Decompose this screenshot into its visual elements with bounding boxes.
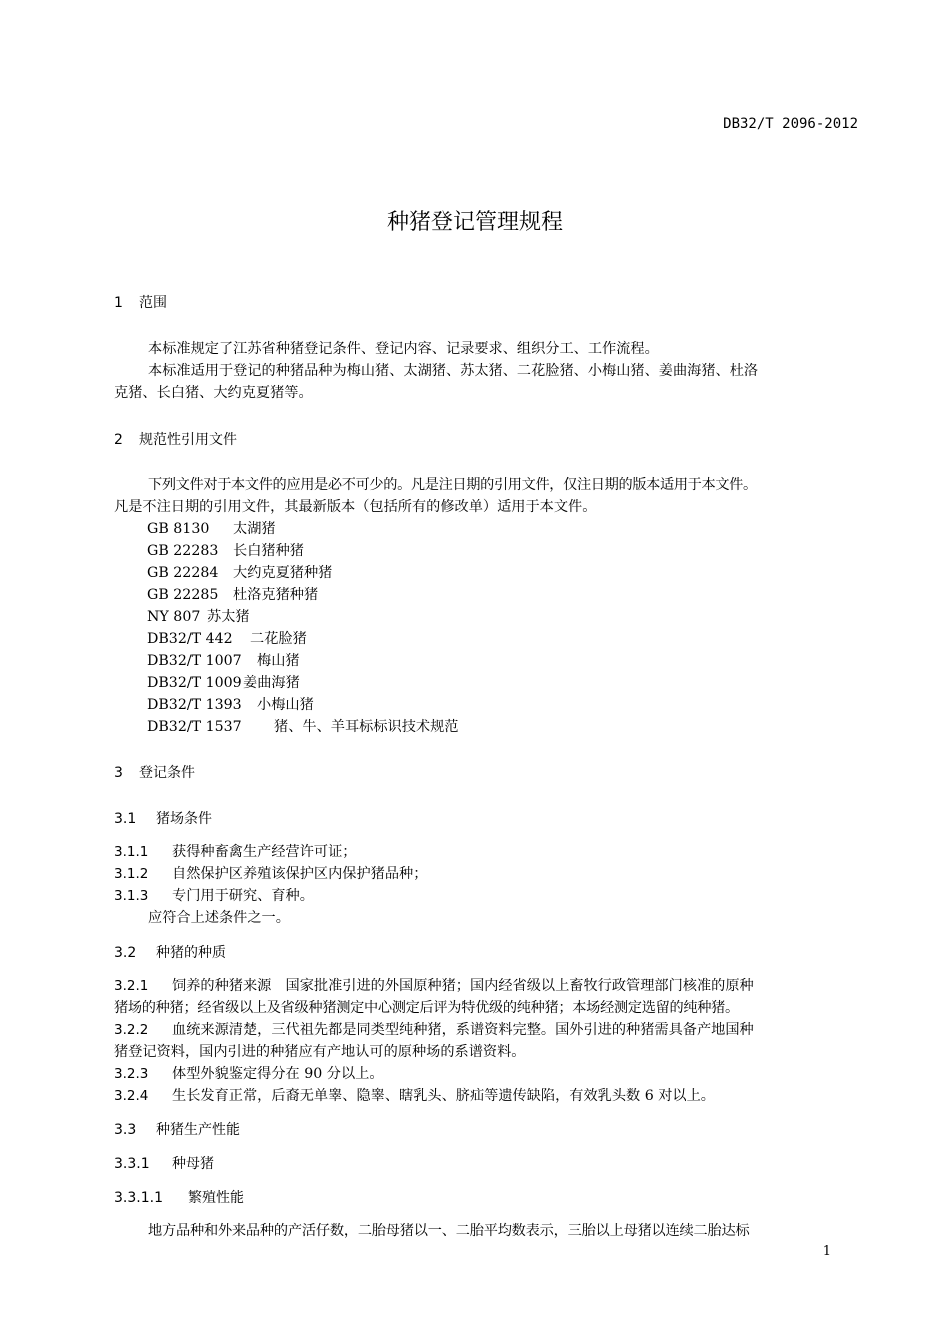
reference-name: 二花脸猪 bbox=[250, 631, 307, 647]
section-2-paragraph-line-2: 凡是不注日期的引用文件，其最新版本（包括所有的修改单）适用于本文件。 bbox=[114, 499, 597, 515]
reference-name: 苏太猪 bbox=[207, 609, 250, 625]
document-title: 种猪登记管理规程 bbox=[386, 210, 563, 235]
clause-number: 3.2.1 bbox=[114, 978, 149, 994]
subsection-3-3-1-heading bbox=[114, 1153, 214, 1173]
clause-text: 饲养的种猪来源 国家批准引进的外国原种猪；国内经省级以上畜牧行政管理部门核准的原种 bbox=[172, 978, 754, 994]
section-3-heading bbox=[114, 762, 195, 782]
clause-3-2-2-line-1 bbox=[114, 1019, 754, 1041]
reference-name: 姜曲海猪 bbox=[243, 675, 300, 691]
clause-number: 3.2.4 bbox=[114, 1088, 149, 1104]
subsection-3-1-heading bbox=[114, 808, 212, 828]
reference-item bbox=[147, 562, 332, 584]
clause-3-2-4 bbox=[114, 1085, 715, 1107]
section-1-paragraph-1: 本标准规定了江苏省种猪登记条件、登记内容、记录要求、组织分工、工作流程。 bbox=[148, 341, 659, 357]
reference-name: 梅山猪 bbox=[257, 653, 300, 669]
clause-text: 生长发育正常，后裔无单睾、隐睾、瞎乳头、脐疝等遗传缺陷，有效乳头数 6 对以上。 bbox=[172, 1088, 715, 1104]
subsection-3-3-heading bbox=[114, 1119, 240, 1139]
clause-3-2-1-line-2: 猪场的种猪；经省级以上及省级种猪测定中心测定后评为特优级的纯种猪；本场经测定选留的纯种猪。 bbox=[114, 1000, 739, 1016]
subsection-title: 繁殖性能 bbox=[188, 1190, 244, 1206]
clause-text: 获得种畜禽生产经营许可证； bbox=[172, 844, 357, 860]
reference-code: DB32/T 1393 bbox=[147, 697, 242, 713]
section-2-heading bbox=[114, 429, 237, 449]
clause-item bbox=[114, 885, 314, 907]
reference-item bbox=[147, 628, 307, 650]
clause-text: 血统来源清楚，三代祖先都是同类型纯种猪，系谱资料完整。国外引进的种猪需具备产地国种 bbox=[172, 1022, 754, 1038]
subsection-title: 猪场条件 bbox=[156, 811, 212, 827]
subsection-number: 3.2 bbox=[114, 945, 137, 961]
section-1-paragraph-2-line-1: 本标准适用于登记的种猪品种为梅山猪、太湖猪、苏太猪、二花脸猪、小梅山猪、姜曲海猪、杜洛 bbox=[148, 363, 759, 379]
reference-name: 太湖猪 bbox=[233, 521, 276, 537]
subsection-3-2-heading bbox=[114, 942, 226, 962]
reference-item bbox=[147, 540, 304, 562]
reference-code: GB 22285 bbox=[147, 587, 219, 603]
clause-number: 3.2.2 bbox=[114, 1022, 149, 1038]
clause-text: 专门用于研究、育种。 bbox=[172, 888, 314, 904]
standard-code: DB32/T 2096-2012 bbox=[723, 116, 858, 132]
section-number: 1 bbox=[114, 295, 123, 311]
reference-code: DB32/T 442 bbox=[147, 631, 233, 647]
clause-item bbox=[114, 841, 356, 863]
reference-item bbox=[147, 650, 300, 672]
subsection-3-3-1-1-heading bbox=[114, 1187, 244, 1207]
subsection-title: 种猪的种质 bbox=[156, 945, 226, 961]
section-2-paragraph-line-1: 下列文件对于本文件的应用是必不可少的。凡是注日期的引用文件，仅注日期的版本适用于本文件。 bbox=[148, 477, 757, 493]
section-1-heading bbox=[114, 292, 167, 312]
clause-item bbox=[114, 863, 427, 885]
subsection-number: 3.1 bbox=[114, 811, 137, 827]
reference-code: GB 8130 bbox=[147, 521, 210, 537]
reference-item bbox=[147, 518, 276, 540]
section-number: 2 bbox=[114, 432, 123, 448]
reference-code: DB32/T 1009 bbox=[147, 675, 242, 691]
reference-item bbox=[147, 606, 250, 628]
reference-code: GB 22284 bbox=[147, 565, 219, 581]
clause-number: 3.1.2 bbox=[114, 866, 149, 882]
section-title: 规范性引用文件 bbox=[139, 432, 237, 448]
reference-code: GB 22283 bbox=[147, 543, 219, 559]
reference-item bbox=[147, 716, 458, 738]
clause-text: 自然保护区养殖该保护区内保护猪品种； bbox=[172, 866, 428, 882]
clause-3-2-1-line-1 bbox=[114, 975, 754, 997]
reference-code: DB32/T 1537 bbox=[147, 719, 242, 735]
reference-code: DB32/T 1007 bbox=[147, 653, 242, 669]
section-number: 3 bbox=[114, 765, 123, 781]
clause-3-2-2-line-2: 猪登记资料，国内引进的种猪应有产地认可的原种场的系谱资料。 bbox=[114, 1044, 526, 1060]
subsection-title: 种母猪 bbox=[172, 1156, 214, 1172]
section-title: 范围 bbox=[139, 295, 167, 311]
reference-item bbox=[147, 694, 314, 716]
clause-3-2-3 bbox=[114, 1063, 384, 1085]
section-3-3-1-1-paragraph: 地方品种和外来品种的产活仔数，二胎母猪以一、二胎平均数表示，三胎以上母猪以连续二胎达标 bbox=[148, 1223, 750, 1239]
subsection-number: 3.3.1 bbox=[114, 1156, 150, 1172]
section-title: 登记条件 bbox=[139, 765, 195, 781]
reference-name: 小梅山猪 bbox=[257, 697, 314, 713]
clause-number: 3.1.3 bbox=[114, 888, 149, 904]
section-1-paragraph-2-line-2: 克猪、长白猪、大约克夏猪等。 bbox=[114, 385, 313, 401]
subsection-number: 3.3 bbox=[114, 1122, 137, 1138]
subsection-title: 种猪生产性能 bbox=[156, 1122, 240, 1138]
subsection-number: 3.3.1.1 bbox=[114, 1190, 163, 1206]
clause-number: 3.2.3 bbox=[114, 1066, 149, 1082]
reference-name: 大约克夏猪种猪 bbox=[233, 565, 333, 581]
clause-note: 应符合上述条件之一。 bbox=[148, 910, 290, 926]
reference-name: 长白猪种猪 bbox=[233, 543, 304, 559]
clause-text: 体型外貌鉴定得分在 90 分以上。 bbox=[172, 1066, 384, 1082]
reference-item bbox=[147, 584, 318, 606]
reference-code: NY 807 bbox=[147, 609, 201, 625]
reference-item bbox=[147, 672, 300, 694]
page-number: 1 bbox=[822, 1244, 831, 1259]
reference-name: 猪、牛、羊耳标标识技术规范 bbox=[274, 719, 459, 735]
clause-number: 3.1.1 bbox=[114, 844, 149, 860]
reference-name: 杜洛克猪种猪 bbox=[233, 587, 319, 603]
